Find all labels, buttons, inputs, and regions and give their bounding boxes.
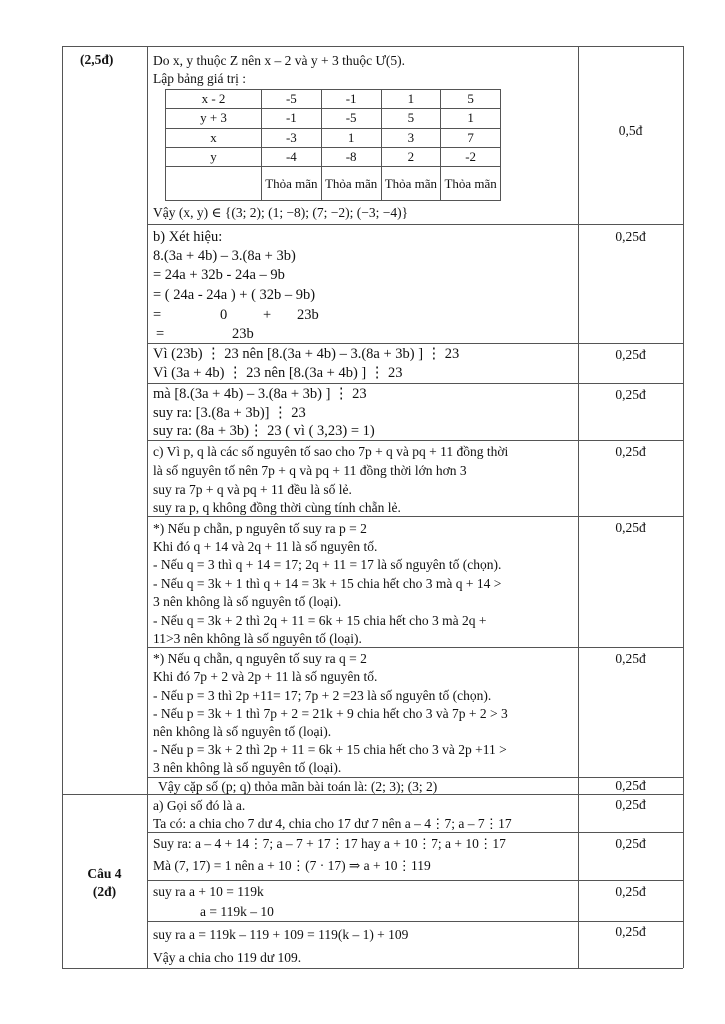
table-row: [166, 167, 501, 201]
table-cell: x: [166, 128, 262, 147]
part-a-table-caption: Lập bảng giá trị :: [153, 71, 246, 86]
score-value: 0,25đ: [615, 884, 646, 899]
text-line: suy ra: [3.(8a + 3b)] ⋮ 23: [153, 405, 306, 421]
text-line: mà [8.(3a + 4b) – 3.(8a + 3b) ] ⋮ 23: [153, 386, 367, 402]
text-line: 11>3 nên không là số nguyên tố (loại).: [153, 631, 362, 646]
table-cell: -8: [321, 147, 381, 166]
text-line: suy ra a + 10 = 119k: [153, 884, 264, 899]
table-cell: x - 2: [166, 90, 262, 109]
score-value: 0,25đ: [615, 520, 646, 535]
table-cell: 5: [441, 90, 501, 109]
score-value: 0,5đ: [618, 123, 643, 138]
table-row: [166, 128, 501, 147]
text-line: Vì (3a + 4b) ⋮ 23 nên [8.(3a + 4b) ] ⋮ 23: [153, 365, 403, 381]
table-cell: 3: [381, 128, 441, 147]
text-line: 8.(3a + 4b) – 3.(8a + 3b): [153, 248, 296, 264]
table-cell: -5: [262, 90, 322, 109]
table-cell: Thỏa mãn: [321, 167, 381, 201]
table-cell: 1: [381, 90, 441, 109]
table-cell: y: [166, 147, 262, 166]
text-line: - Nếu q = 3 thì q + 14 = 17; 2q + 11 = 17 là số nguyên tố (chọn).: [153, 557, 502, 572]
text-line: a = 119k – 10: [200, 904, 274, 919]
text-line: Khi đó q + 14 và 2q + 11 là số nguyên tố.: [153, 539, 378, 554]
table-cell: y + 3: [166, 109, 262, 128]
part-a-intro: Do x, y thuộc Z nên x – 2 và y + 3 thuộc Ư(5).: [153, 53, 406, 68]
text-line: b) Xét hiệu:: [153, 229, 223, 245]
table-row: [166, 90, 501, 109]
table-cell: Thỏa mãn: [381, 167, 441, 201]
text-line: a) Gọi số đó là a.: [153, 798, 246, 813]
table-row: [166, 147, 501, 166]
table-cell: -5: [321, 109, 381, 128]
text-line: Ta có: a chia cho 7 dư 4, chia cho 17 dư 7 nên a – 4⋮7; a – 7⋮17: [153, 816, 512, 831]
score-value: 0,25đ: [615, 387, 646, 402]
text-line: - Nếu p = 3k + 1 thì 7p + 2 = 21k + 9 chia hết cho 3 và 7p + 2 > 3: [153, 706, 508, 721]
score-value: 0,25đ: [615, 797, 646, 812]
row-divider: [147, 921, 683, 922]
right-border: [683, 46, 684, 968]
score-value: 0,25đ: [615, 651, 646, 666]
text-line: 0: [220, 307, 228, 323]
value-table: [165, 89, 501, 201]
question-4-points: (2đ): [92, 884, 117, 899]
table-cell: 5: [381, 109, 441, 128]
score-value: 0,25đ: [615, 229, 646, 244]
text-line: =: [156, 326, 165, 342]
text-line: 3 nên không là số nguyên tố (loại).: [153, 760, 342, 775]
text-line: *) Nếu p chẵn, p nguyên tố suy ra p = 2: [153, 521, 367, 536]
text-line: suy ra a = 119k – 119 + 109 = 119(k – 1) + 109: [153, 927, 409, 942]
table-cell: Thỏa mãn: [262, 167, 322, 201]
table-cell: 1: [321, 128, 381, 147]
score-value: 0,25đ: [615, 836, 646, 851]
text-line: - Nếu p = 3k + 2 thì 2p + 11 = 6k + 15 chia hết cho 3 và 2p +11 >: [153, 742, 507, 757]
text-line: = ( 24a - 24a ) + ( 32b – 9b): [153, 287, 316, 303]
text-line: - Nếu q = 3k + 2 thì 2q + 11 = 6k + 15 chia hết cho 3 mà 2q +: [153, 613, 487, 628]
row-divider: [147, 224, 683, 225]
table-cell: 7: [441, 128, 501, 147]
text-line: suy ra 7p + q và pq + 11 đều là số lẻ.: [153, 482, 352, 497]
table-cell: -1: [262, 109, 322, 128]
col-divider-2: [578, 46, 579, 968]
text-line: Suy ra: a – 4 + 14⋮7; a – 7 + 17⋮17 hay a + 10⋮7; a + 10⋮17: [153, 836, 506, 851]
question-4-label: Câu 4: [87, 866, 122, 881]
text-line: = 24a + 32b - 24a – 9b: [153, 267, 285, 283]
text-line: 23b: [232, 326, 254, 342]
text-line: Vì (23b) ⋮ 23 nên [8.(3a + 4b) – 3.(8a + 3b) ] ⋮ 23: [153, 346, 460, 362]
text-line: là số nguyên tố nên 7p + q và pq + 11 đồng thời lớn hơn 3: [153, 463, 467, 478]
text-line: Khi đó 7p + 2 và 2p + 11 là số nguyên tố.: [153, 669, 378, 684]
table-cell: -2: [441, 147, 501, 166]
score-value: 0,25đ: [615, 444, 646, 459]
text-line: =: [153, 307, 162, 323]
table-cell: Thỏa mãn: [441, 167, 501, 201]
table-cell: -1: [321, 90, 381, 109]
text-line: nên không là số nguyên tố (loại).: [153, 724, 332, 739]
part-a-conclusion: Vậy (x, y) ∈ {(3; 2); (1; −8); (7; −2); (−3; −4)}: [153, 205, 409, 220]
text-line: *) Nếu q chẵn, q nguyên tố suy ra q = 2: [153, 651, 367, 666]
question-score-label: (2,5đ): [80, 52, 114, 67]
table-cell: -3: [262, 128, 322, 147]
text-line: suy ra: (8a + 3b)⋮ 23 ( vì ( 3,23) = 1): [153, 423, 375, 439]
col-divider-1: [147, 46, 148, 968]
text-line: 3 nên không là số nguyên tố (loại).: [153, 594, 342, 609]
score-value: 0,25đ: [615, 778, 646, 793]
text-line: Vậy cặp số (p; q) thỏa mãn bài toán là: (2; 3); (3; 2): [158, 779, 438, 794]
text-line: 23b: [297, 307, 319, 323]
text-line: suy ra p, q không đồng thời cùng tính chẵn lẻ.: [153, 500, 401, 515]
table-cell: 1: [441, 109, 501, 128]
text-line: - Nếu p = 3 thì 2p +11= 17; 7p + 2 =23 là số nguyên tố (chọn).: [153, 688, 492, 703]
text-line: +: [263, 307, 272, 323]
text-line: Vậy a chia cho 119 dư 109.: [153, 950, 302, 965]
table-row: [166, 109, 501, 128]
bottom-border: [62, 968, 683, 969]
row-divider: [147, 880, 683, 881]
left-border: [62, 46, 63, 968]
score-value: 0,25đ: [615, 347, 646, 362]
score-value: 0,25đ: [615, 924, 646, 939]
text-line: c) Vì p, q là các số nguyên tố sao cho 7p + q và pq + 11 đồng thời: [153, 444, 509, 459]
table-cell: 2: [381, 147, 441, 166]
top-border: [62, 46, 683, 47]
text-line: Mà (7, 17) = 1 nên a + 10⋮(7 · 17) ⇒ a + 10⋮119: [153, 858, 431, 873]
table-cell: [166, 167, 262, 201]
table-cell: -4: [262, 147, 322, 166]
text-line: - Nếu q = 3k + 1 thì q + 14 = 3k + 15 chia hết cho 3 mà q + 14 >: [153, 576, 502, 591]
